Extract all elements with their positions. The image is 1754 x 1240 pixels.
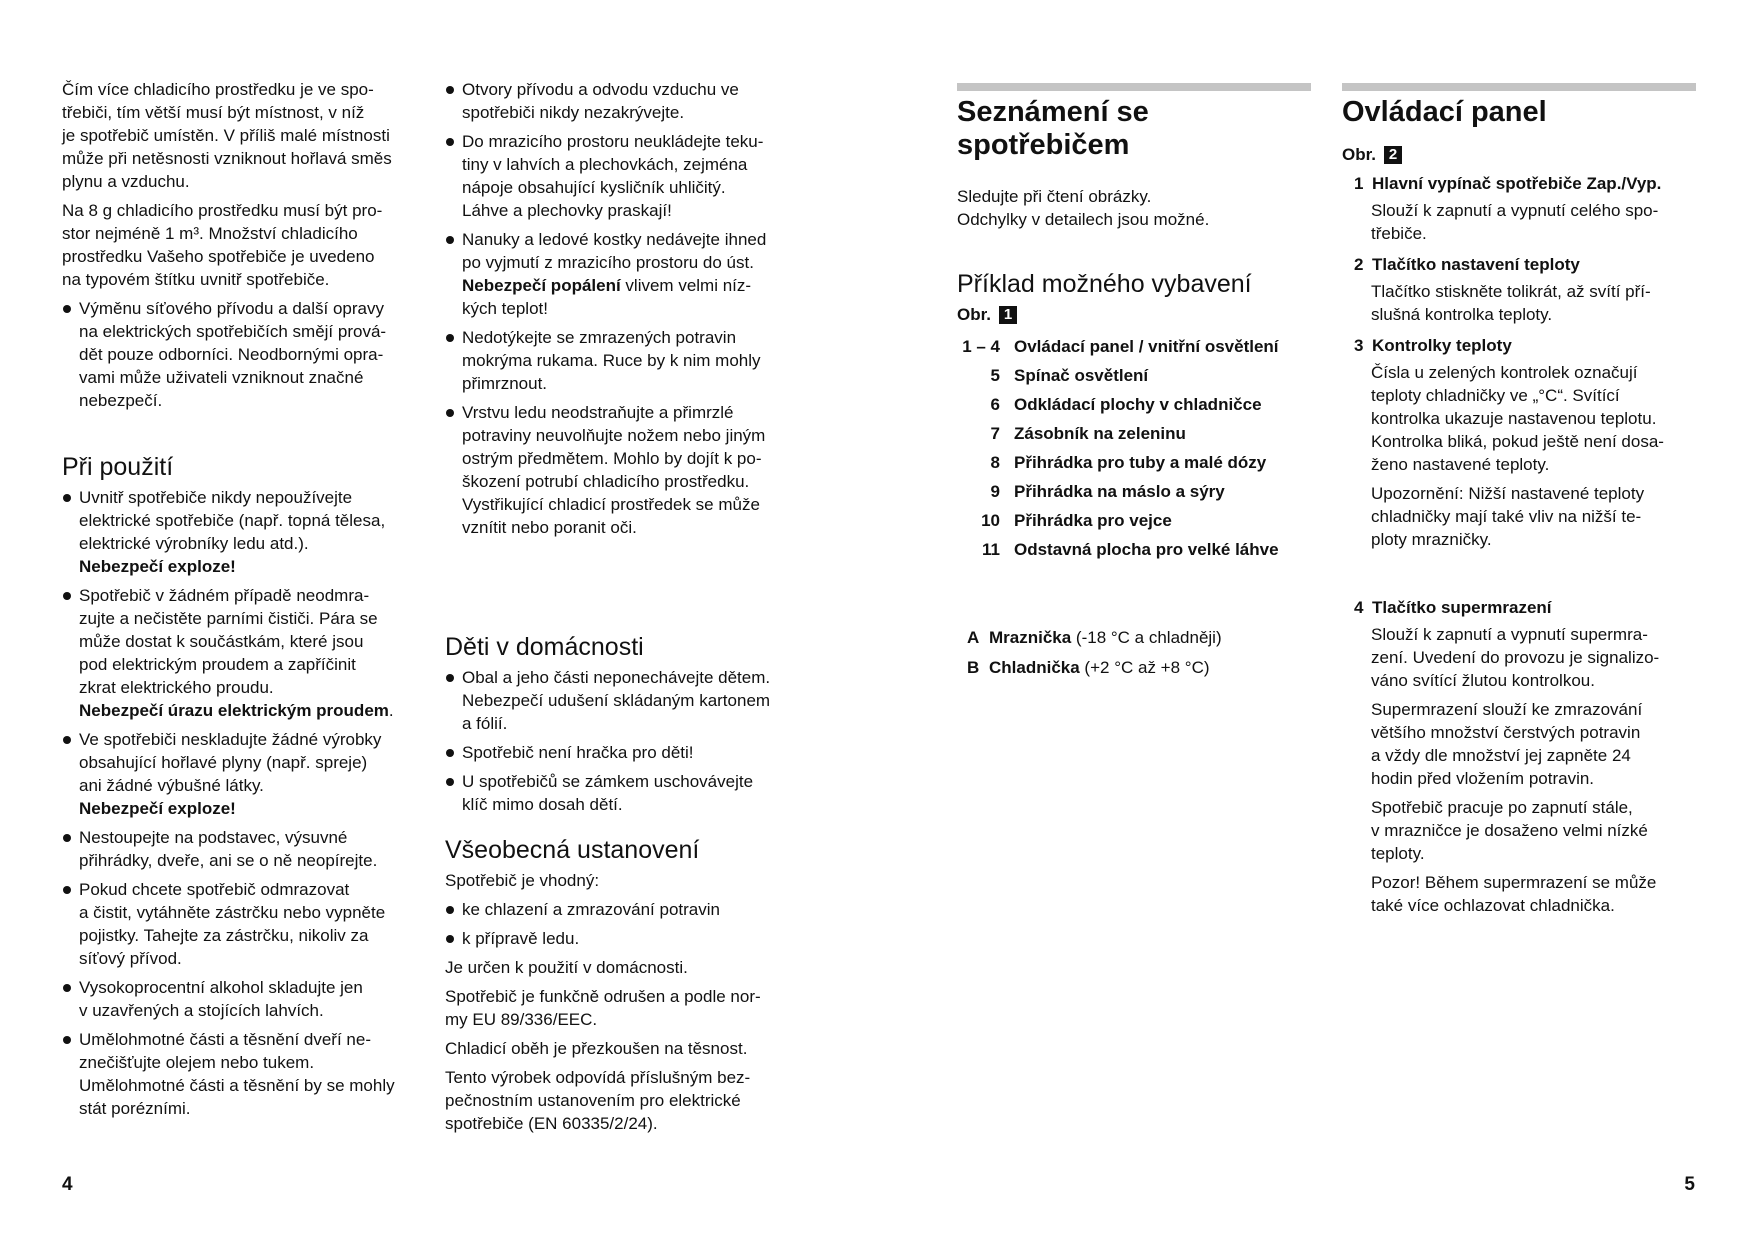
bullet-icon xyxy=(446,778,454,786)
bullet-item xyxy=(445,326,797,395)
item-number: 6 xyxy=(990,395,1000,414)
bullet-icon xyxy=(63,736,71,744)
item-number: 1 – 4 xyxy=(962,337,1000,356)
zone-range: (-18 °C a chladněji) xyxy=(1071,628,1222,647)
zone-name: Mraznička xyxy=(989,628,1072,647)
control-item xyxy=(1342,596,1694,917)
bullet-icon xyxy=(446,236,454,244)
bullet-text: Výměnu síťového přívodu a další opravy na elektrických spotřebičích smějí prová- dět pouze odborníci. Neodbornými opra- vami může uživateli vzniknout značné nebezpečí. xyxy=(79,299,387,410)
bullet-text: Otvory přívodu a odvodu vzduchu ve spotřebiči nikdy nezakrývejte. xyxy=(462,80,739,122)
bullet-item xyxy=(62,826,414,872)
control-item xyxy=(1342,172,1694,245)
text-run: Nanuky a ledové kostky nedávejte ihned po vyjmutí z mrazicího prostoru do úst. xyxy=(462,230,767,272)
page-number-left: 4 xyxy=(62,1174,73,1195)
item-label: Odkládací plochy v chladničce xyxy=(1014,395,1262,414)
figure-number-badge: 2 xyxy=(1384,146,1402,164)
bullet-item xyxy=(62,297,414,412)
control-item-description: Slouží k zapnutí a vypnutí celého spo- třebiče. xyxy=(1371,201,1659,243)
bullet-icon xyxy=(63,1036,71,1044)
text-run: . xyxy=(388,701,394,720)
bullet-text: Do mrazicího prostoru neukládejte teku- tiny v lahvích a plechovkách, zejména nápoje obsahující kysličník uhličitý. Láhve a plechovky praskají! xyxy=(462,132,764,220)
paragraph: Tento výrobek odpovídá příslušným bez- pečnostním ustanovením pro elektrické spotřebiče (EN 60335/2/24). xyxy=(445,1068,751,1133)
bullet-item xyxy=(445,130,797,222)
zone-letter: B xyxy=(967,658,980,677)
bullet-text: Nedotýkejte se zmrazených potravin mokrýma rukama. Ruce by k nim mohly přimrznout. xyxy=(462,328,761,393)
text-run: Spotřebič v žádném případě neodmra- zujte a nečistěte parními čističi. Pára se může dostat k součástkám, které jsou pod elektrickým proudem a zapříčinit zkrat elektrického proudu. xyxy=(79,586,378,697)
control-item-name: Kontrolky teploty xyxy=(1372,336,1512,355)
paragraph: Spotřebič je funkčně odrušen a podle nor- my EU 89/336/EEC. xyxy=(445,987,761,1029)
item-number: 11 xyxy=(982,540,1000,559)
equipment-item xyxy=(957,361,1337,390)
zone-text xyxy=(989,623,1222,653)
bullet-icon xyxy=(446,749,454,757)
text-run: Uvnitř spotřebiče nikdy nepoužívejte elektrické spotřebiče (např. topná tělesa, elektrické výrobníky ledu atd.). xyxy=(79,488,386,553)
intro-section xyxy=(62,78,414,418)
bullet-text xyxy=(462,230,766,318)
control-panel-section xyxy=(1342,96,1694,559)
zone-name: Chladnička xyxy=(989,658,1080,677)
control-item-title xyxy=(1354,596,1694,619)
intro-text: Sledujte při čtení obrázky. Odchylky v detailech jsou možné. xyxy=(957,187,1210,229)
control-item-title xyxy=(1354,253,1694,276)
text-run: vlivem velmi níz- kých teplot! xyxy=(462,276,752,318)
item-number: 9 xyxy=(990,482,1000,501)
usage-section xyxy=(62,452,414,1126)
paragraph: Je určen k použití v domácnosti. xyxy=(445,958,688,977)
bullet-item xyxy=(445,741,797,764)
figure-label: Obr. xyxy=(957,305,992,324)
bullet-icon xyxy=(63,984,71,992)
equipment-item xyxy=(957,419,1337,448)
bullet-text: Umělohmotné části a těsnění dveří ne- znečišťujte olejem nebo tukem. Umělohmotné části a těsnění by se mohly stát porézními. xyxy=(79,1030,395,1118)
bullet-item xyxy=(445,927,797,950)
section-heading: Děti v domácnosti xyxy=(445,633,644,661)
zone-text xyxy=(989,653,1210,683)
bullet-icon xyxy=(63,592,71,600)
bullet-text: Pokud chcete spotřebič odmrazovat a čistit, vytáhněte zástrčku nebo vypněte pojistky. Tahejte za zástrčku, nikoliv za síťový přívod. xyxy=(79,880,386,968)
item-label: Spínač osvětlení xyxy=(1014,366,1149,385)
bullet-icon xyxy=(63,305,71,313)
bullet-icon xyxy=(446,86,454,94)
control-item-description: Upozornění: Nižší nastavené teploty chladničky mají také vliv na nižší te- ploty mrazničky. xyxy=(1371,484,1645,549)
bullet-item xyxy=(62,878,414,970)
zone-item xyxy=(967,653,1309,683)
item-label: Ovládací panel / vnitřní osvětlení xyxy=(1014,337,1279,356)
item-label: Přihrádka pro vejce xyxy=(1014,511,1172,530)
bullet-icon xyxy=(446,138,454,146)
item-number: 7 xyxy=(990,424,1000,443)
zone-range: (+2 °C až +8 °C) xyxy=(1079,658,1210,677)
supercool-section xyxy=(1342,596,1694,925)
general-section xyxy=(445,835,797,1141)
item-number: 8 xyxy=(990,453,1000,472)
figure-reference xyxy=(957,303,1337,326)
item-label: Přihrádka pro tuby a malé dózy xyxy=(1014,453,1267,472)
equipment-item xyxy=(957,477,1337,506)
zone-letter: A xyxy=(967,628,980,647)
section-heading: Při použití xyxy=(62,453,174,481)
figure-reference xyxy=(1342,143,1694,166)
bullet-icon xyxy=(446,334,454,342)
section-title: Seznámení se spotřebičem xyxy=(957,96,1149,161)
warning-text: Nebezpečí exploze! xyxy=(79,557,236,576)
bullet-text: ke chlazení a zmrazování potravin xyxy=(462,900,720,919)
page-number-right: 5 xyxy=(1684,1174,1695,1195)
bullet-text: Nestoupejte na podstavec, výsuvné přihrádky, dveře, ani se o ně neopírejte. xyxy=(79,828,378,870)
control-item-number: 4 xyxy=(1354,598,1364,617)
bullet-icon xyxy=(446,906,454,914)
bullet-icon xyxy=(446,409,454,417)
paragraph: Na 8 g chladicího prostředku musí být pro- stor nejméně 1 m³. Množství chladicího prostředku Vašeho spotřebiče je uvedeno na typovém štítku uvnitř spotřebiče. xyxy=(62,201,383,289)
item-number: 5 xyxy=(990,366,1000,385)
control-item-description: Tlačítko stiskněte tolikrát, až svítí pří- slušná kontrolka teploty. xyxy=(1371,282,1651,324)
section-divider xyxy=(957,83,1311,91)
control-item-name: Tlačítko nastavení teploty xyxy=(1372,255,1580,274)
control-item-title xyxy=(1354,334,1694,357)
appliance-intro-section xyxy=(957,96,1309,237)
bullet-icon xyxy=(63,834,71,842)
item-label: Přihrádka na máslo a sýry xyxy=(1014,482,1225,501)
bullet-item xyxy=(62,486,414,578)
bullet-text xyxy=(79,488,385,576)
zone-item xyxy=(967,623,1309,653)
control-item-name: Tlačítko supermrazení xyxy=(1372,598,1552,617)
bullet-text: Obal a jeho části neponechávejte dětem. Nebezpečí udušení skládaným kartonem a fólií. xyxy=(462,668,771,733)
bullet-text: Vysokoprocentní alkohol skladujte jen v uzavřených a stojících lahvích. xyxy=(79,978,363,1020)
warning-text: Nebezpečí úrazu elektrickým proudem xyxy=(79,701,389,720)
bullet-text xyxy=(79,586,394,720)
equipment-heading: Příklad možného vybavení xyxy=(957,270,1252,298)
section-title: Ovládací panel xyxy=(1342,96,1547,128)
bullet-text: U spotřebičů se zámkem uschovávejte klíč mimo dosah dětí. xyxy=(462,772,754,814)
figure-number-badge: 1 xyxy=(999,306,1017,324)
equipment-section xyxy=(957,269,1337,564)
control-item-description: Supermrazení slouží ke zmrazování většího množství čerstvých potravin a vždy dle množství jej zapněte 24 hodin před vložením potravin. xyxy=(1371,700,1643,788)
item-label: Zásobník na zeleninu xyxy=(1014,424,1186,443)
bullet-item xyxy=(445,78,797,124)
section-heading: Všeobecná ustanovení xyxy=(445,836,700,864)
equipment-item xyxy=(957,506,1337,535)
equipment-item xyxy=(957,332,1337,361)
control-item-title xyxy=(1354,172,1694,195)
item-number: 10 xyxy=(981,511,1000,530)
control-item xyxy=(1342,253,1694,326)
equipment-item xyxy=(957,535,1337,564)
control-items xyxy=(1342,172,1694,551)
paragraph: Spotřebič je vhodný: xyxy=(445,871,600,890)
bullet-text xyxy=(79,730,381,818)
bullet-icon xyxy=(446,674,454,682)
control-item-number: 2 xyxy=(1354,255,1364,274)
bullet-item xyxy=(62,976,414,1022)
bullet-text: k přípravě ledu. xyxy=(462,929,580,948)
bullet-item xyxy=(445,666,797,735)
bullet-icon xyxy=(63,494,71,502)
control-item-description: Pozor! Během supermrazení se může také více ochlazovat chladnička. xyxy=(1371,873,1657,915)
bullet-item xyxy=(445,770,797,816)
bullet-item xyxy=(445,898,797,921)
control-item-number: 1 xyxy=(1354,174,1364,193)
bullet-icon xyxy=(446,935,454,943)
bullet-item xyxy=(62,728,414,820)
control-item-number: 3 xyxy=(1354,336,1364,355)
text-run: Ve spotřebiči neskladujte žádné výrobky obsahující hořlavé plyny (např. spreje) ani žádné výbušné látky. xyxy=(79,730,382,795)
safety-section xyxy=(445,78,797,545)
paragraph: Chladicí oběh je přezkoušen na těsnost. xyxy=(445,1039,748,1058)
paragraph: Čím více chladicího prostředku je ve spo- třebiči, tím větší musí být místnost, v níž je spotřebič umístěn. V příliš malé místnosti může při netěsnosti vzniknout hořlavá směs plynu a vzduchu. xyxy=(62,80,392,191)
control-item-description: Spotřebič pracuje po zapnutí stále, v mrazničce je dosaženo velmi nízké teploty. xyxy=(1371,798,1648,863)
equipment-item xyxy=(957,390,1337,419)
warning-text: Nebezpečí popálení xyxy=(462,276,621,295)
bullet-item xyxy=(62,1028,414,1120)
bullet-icon xyxy=(63,886,71,894)
figure-label: Obr. xyxy=(1342,145,1377,164)
children-section xyxy=(445,632,797,822)
warning-text: Nebezpečí exploze! xyxy=(79,799,236,818)
item-label: Odstavná plocha pro velké láhve xyxy=(1014,540,1279,559)
control-item-description: Čísla u zelených kontrolek označují teploty chladničky ve „°C“. Svítící kontrolka ukazuje nastavenou teplotu. Kontrolka bliká, pokud ještě není dosa- ženo nastavené teploty. xyxy=(1371,363,1664,474)
section-divider xyxy=(1342,83,1696,91)
bullet-item xyxy=(62,584,414,722)
equipment-list xyxy=(957,332,1337,564)
zones-section xyxy=(957,623,1309,683)
equipment-item xyxy=(957,448,1337,477)
control-item-name: Hlavní vypínač spotřebiče Zap./Vyp. xyxy=(1372,174,1662,193)
bullet-item xyxy=(445,401,797,539)
bullet-text: Spotřebič není hračka pro děti! xyxy=(462,743,694,762)
control-item-description: Slouží k zapnutí a vypnutí supermra- zení. Uvedení do provozu je signalizo- váno svítící žlutou kontrolkou. xyxy=(1371,625,1660,690)
bullet-item xyxy=(445,228,797,320)
bullet-text: Vrstvu ledu neodstraňujte a přimrzlé potraviny neuvolňujte nožem nebo jiným ostrým předmětem. Mohlo by dojít k po- škození potrubí chladicího prostředku. Vystřikující chladicí prostředek se může vznítit nebo poranit oči. xyxy=(462,403,766,537)
control-item xyxy=(1342,334,1694,551)
